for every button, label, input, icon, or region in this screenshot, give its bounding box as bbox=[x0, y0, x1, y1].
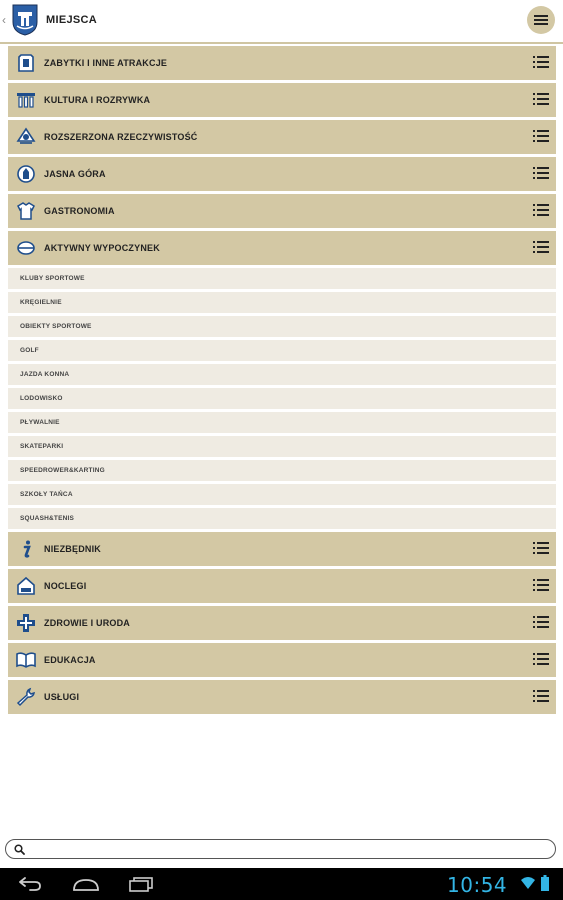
subcategory-label: SQUASH&TENIS bbox=[20, 515, 75, 522]
subcategory-item[interactable] bbox=[8, 484, 556, 505]
home-icon[interactable] bbox=[72, 876, 100, 892]
header-divider bbox=[0, 42, 563, 44]
list-menu-icon[interactable] bbox=[533, 579, 549, 592]
subcategory-item[interactable] bbox=[8, 340, 556, 361]
category-label: NOCLEGI bbox=[44, 581, 87, 591]
subcategory-label: LODOWISKO bbox=[20, 395, 63, 402]
status-clock: 10:54 bbox=[447, 873, 508, 897]
subcategory-item[interactable] bbox=[8, 460, 556, 481]
category-uslugi[interactable] bbox=[8, 680, 556, 714]
category-aktywny-wypoczynek[interactable] bbox=[8, 231, 556, 265]
subcategory-label: GOLF bbox=[20, 347, 39, 354]
list-menu-icon[interactable] bbox=[533, 56, 549, 69]
list-menu-icon[interactable] bbox=[533, 241, 549, 254]
subcategory-item[interactable] bbox=[8, 436, 556, 457]
category-label: ZDROWIE I URODA bbox=[44, 618, 130, 628]
subcategory-label: KLUBY SPORTOWE bbox=[20, 275, 85, 282]
category-rozszerzona[interactable] bbox=[8, 120, 556, 154]
app-header bbox=[0, 0, 563, 42]
category-label: EDUKACJA bbox=[44, 655, 96, 665]
subcategory-label: OBIEKTY SPORTOWE bbox=[20, 323, 92, 330]
page-title: MIEJSCA bbox=[46, 14, 97, 26]
category-jasna-gora[interactable] bbox=[8, 157, 556, 191]
subcategory-item[interactable] bbox=[8, 412, 556, 433]
menu-button[interactable] bbox=[527, 6, 555, 34]
list-menu-icon[interactable] bbox=[533, 690, 549, 703]
subcategory-item[interactable] bbox=[8, 508, 556, 529]
list-menu-icon[interactable] bbox=[533, 167, 549, 180]
list-menu-icon[interactable] bbox=[533, 616, 549, 629]
wifi-icon bbox=[521, 877, 535, 889]
category-label: AKTYWNY WYPOCZYNEK bbox=[44, 243, 160, 253]
category-label: KULTURA I ROZRYWKA bbox=[44, 95, 151, 105]
medical-cross-icon bbox=[16, 613, 36, 633]
category-list bbox=[8, 46, 556, 717]
subcategory-item[interactable] bbox=[8, 268, 556, 289]
recent-apps-icon[interactable] bbox=[128, 876, 154, 892]
subcategory-label: SKATEPARKI bbox=[20, 443, 64, 450]
columns-icon bbox=[16, 90, 36, 110]
building-icon bbox=[16, 53, 36, 73]
category-zabytki[interactable] bbox=[8, 46, 556, 80]
subcategory-label: PŁYWALNIE bbox=[20, 419, 60, 426]
category-label: ZABYTKI I INNE ATRAKCJE bbox=[44, 58, 168, 68]
category-edukacja[interactable] bbox=[8, 643, 556, 677]
subcategory-label: JAZDA KONNA bbox=[20, 371, 70, 378]
category-zdrowie[interactable] bbox=[8, 606, 556, 640]
list-menu-icon[interactable] bbox=[533, 653, 549, 666]
category-niezbednik[interactable] bbox=[8, 532, 556, 566]
category-gastronomia[interactable] bbox=[8, 194, 556, 228]
info-icon bbox=[16, 539, 36, 559]
city-crest-logo-icon[interactable] bbox=[12, 4, 38, 36]
monastery-icon bbox=[16, 164, 36, 184]
subcategory-label: SPEEDROWER&KARTING bbox=[20, 467, 105, 474]
subcategory-item[interactable] bbox=[8, 316, 556, 337]
system-nav-bar bbox=[0, 868, 563, 900]
list-menu-icon[interactable] bbox=[533, 204, 549, 217]
category-noclegi[interactable] bbox=[8, 569, 556, 603]
category-label: JASNA GÓRA bbox=[44, 169, 106, 179]
battery-icon bbox=[541, 875, 549, 891]
activity-icon bbox=[16, 238, 36, 258]
subcategory-label: SZKOŁY TAŃCA bbox=[20, 491, 73, 498]
search-input[interactable] bbox=[5, 839, 556, 859]
list-menu-icon[interactable] bbox=[533, 542, 549, 555]
wrench-icon bbox=[16, 687, 36, 707]
subcategory-label: KRĘGIELNIE bbox=[20, 299, 62, 306]
bed-icon bbox=[16, 576, 36, 596]
search-icon bbox=[14, 844, 25, 855]
list-menu-icon[interactable] bbox=[533, 93, 549, 106]
category-label: GASTRONOMIA bbox=[44, 206, 115, 216]
augmented-reality-icon bbox=[16, 127, 36, 147]
chef-icon bbox=[16, 201, 36, 221]
book-icon bbox=[16, 650, 36, 670]
back-arrow-icon[interactable]: ‹ bbox=[2, 13, 6, 27]
list-menu-icon[interactable] bbox=[533, 130, 549, 143]
category-label: NIEZBĘDNIK bbox=[44, 544, 102, 554]
subcategory-item[interactable] bbox=[8, 364, 556, 385]
category-kultura[interactable] bbox=[8, 83, 556, 117]
back-icon[interactable] bbox=[18, 876, 42, 892]
category-label: USŁUGI bbox=[44, 692, 80, 702]
hamburger-icon bbox=[534, 14, 548, 26]
subcategory-item[interactable] bbox=[8, 292, 556, 313]
category-label: ROZSZERZONA RZECZYWISTOŚĆ bbox=[44, 132, 198, 142]
subcategory-item[interactable] bbox=[8, 388, 556, 409]
